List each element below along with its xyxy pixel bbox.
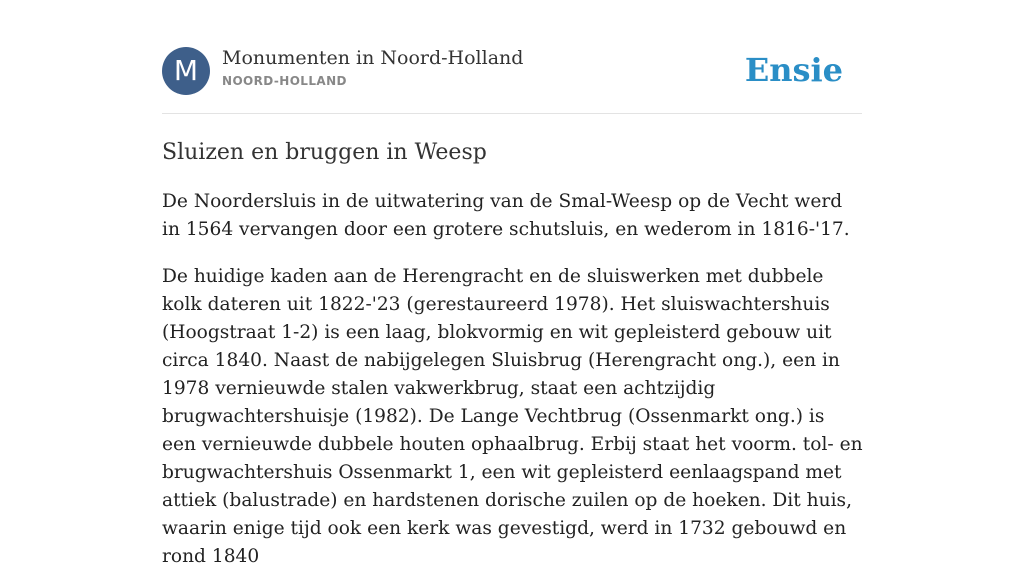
header-divider [162,113,862,114]
article [162,137,864,571]
page-header [162,46,862,96]
source-name-link[interactable]: Monumenten in Noord-Holland [222,47,524,69]
brand-logo-link[interactable]: Ensie [744,51,843,89]
avatar[interactable]: M [162,47,210,95]
source-region-label[interactable]: NOORD-HOLLAND [222,74,347,88]
article-paragraph: De Noordersluis in de uitwatering van de Smal-Weesp op de Vecht werd in 1564 vervangen door een grotere schutsluis, en wederom in 1816-'17. [162,191,850,240]
article-paragraph: De huidige kaden aan de Herengracht en de sluiswerken met dubbele kolk dateren uit 1822-'23 (gerestaureerd 1978). Het sluiswachtershuis (Hoogstraat 1-2) is een laag, blokvormig en wit gepleisterd gebouw uit circa 1840. Naast de nabijgelegen Sluisbrug (Herengracht ong.), een in 1978 vernieuwde stalen vakwerkbrug, staat een achtzijdig brugwachtershuisje (1982). De Lange Vechtbrug (Ossenmarkt ong.) is een vernieuwde dubbele houten ophaalbrug. Erbij staat het voorm. tol- en brugwachtershuis Ossenmarkt 1, een wit gepleisterd eenlaagspand met attiek (balustrade) en hardstenen dorische zuilen op de hoeken. Dit huis, waarin enige tijd ook een kerk was gevestigd, werd in 1732 gebouwd en rond 1840 [162,266,863,567]
article-title: Sluizen en bruggen in Weesp [162,140,487,165]
